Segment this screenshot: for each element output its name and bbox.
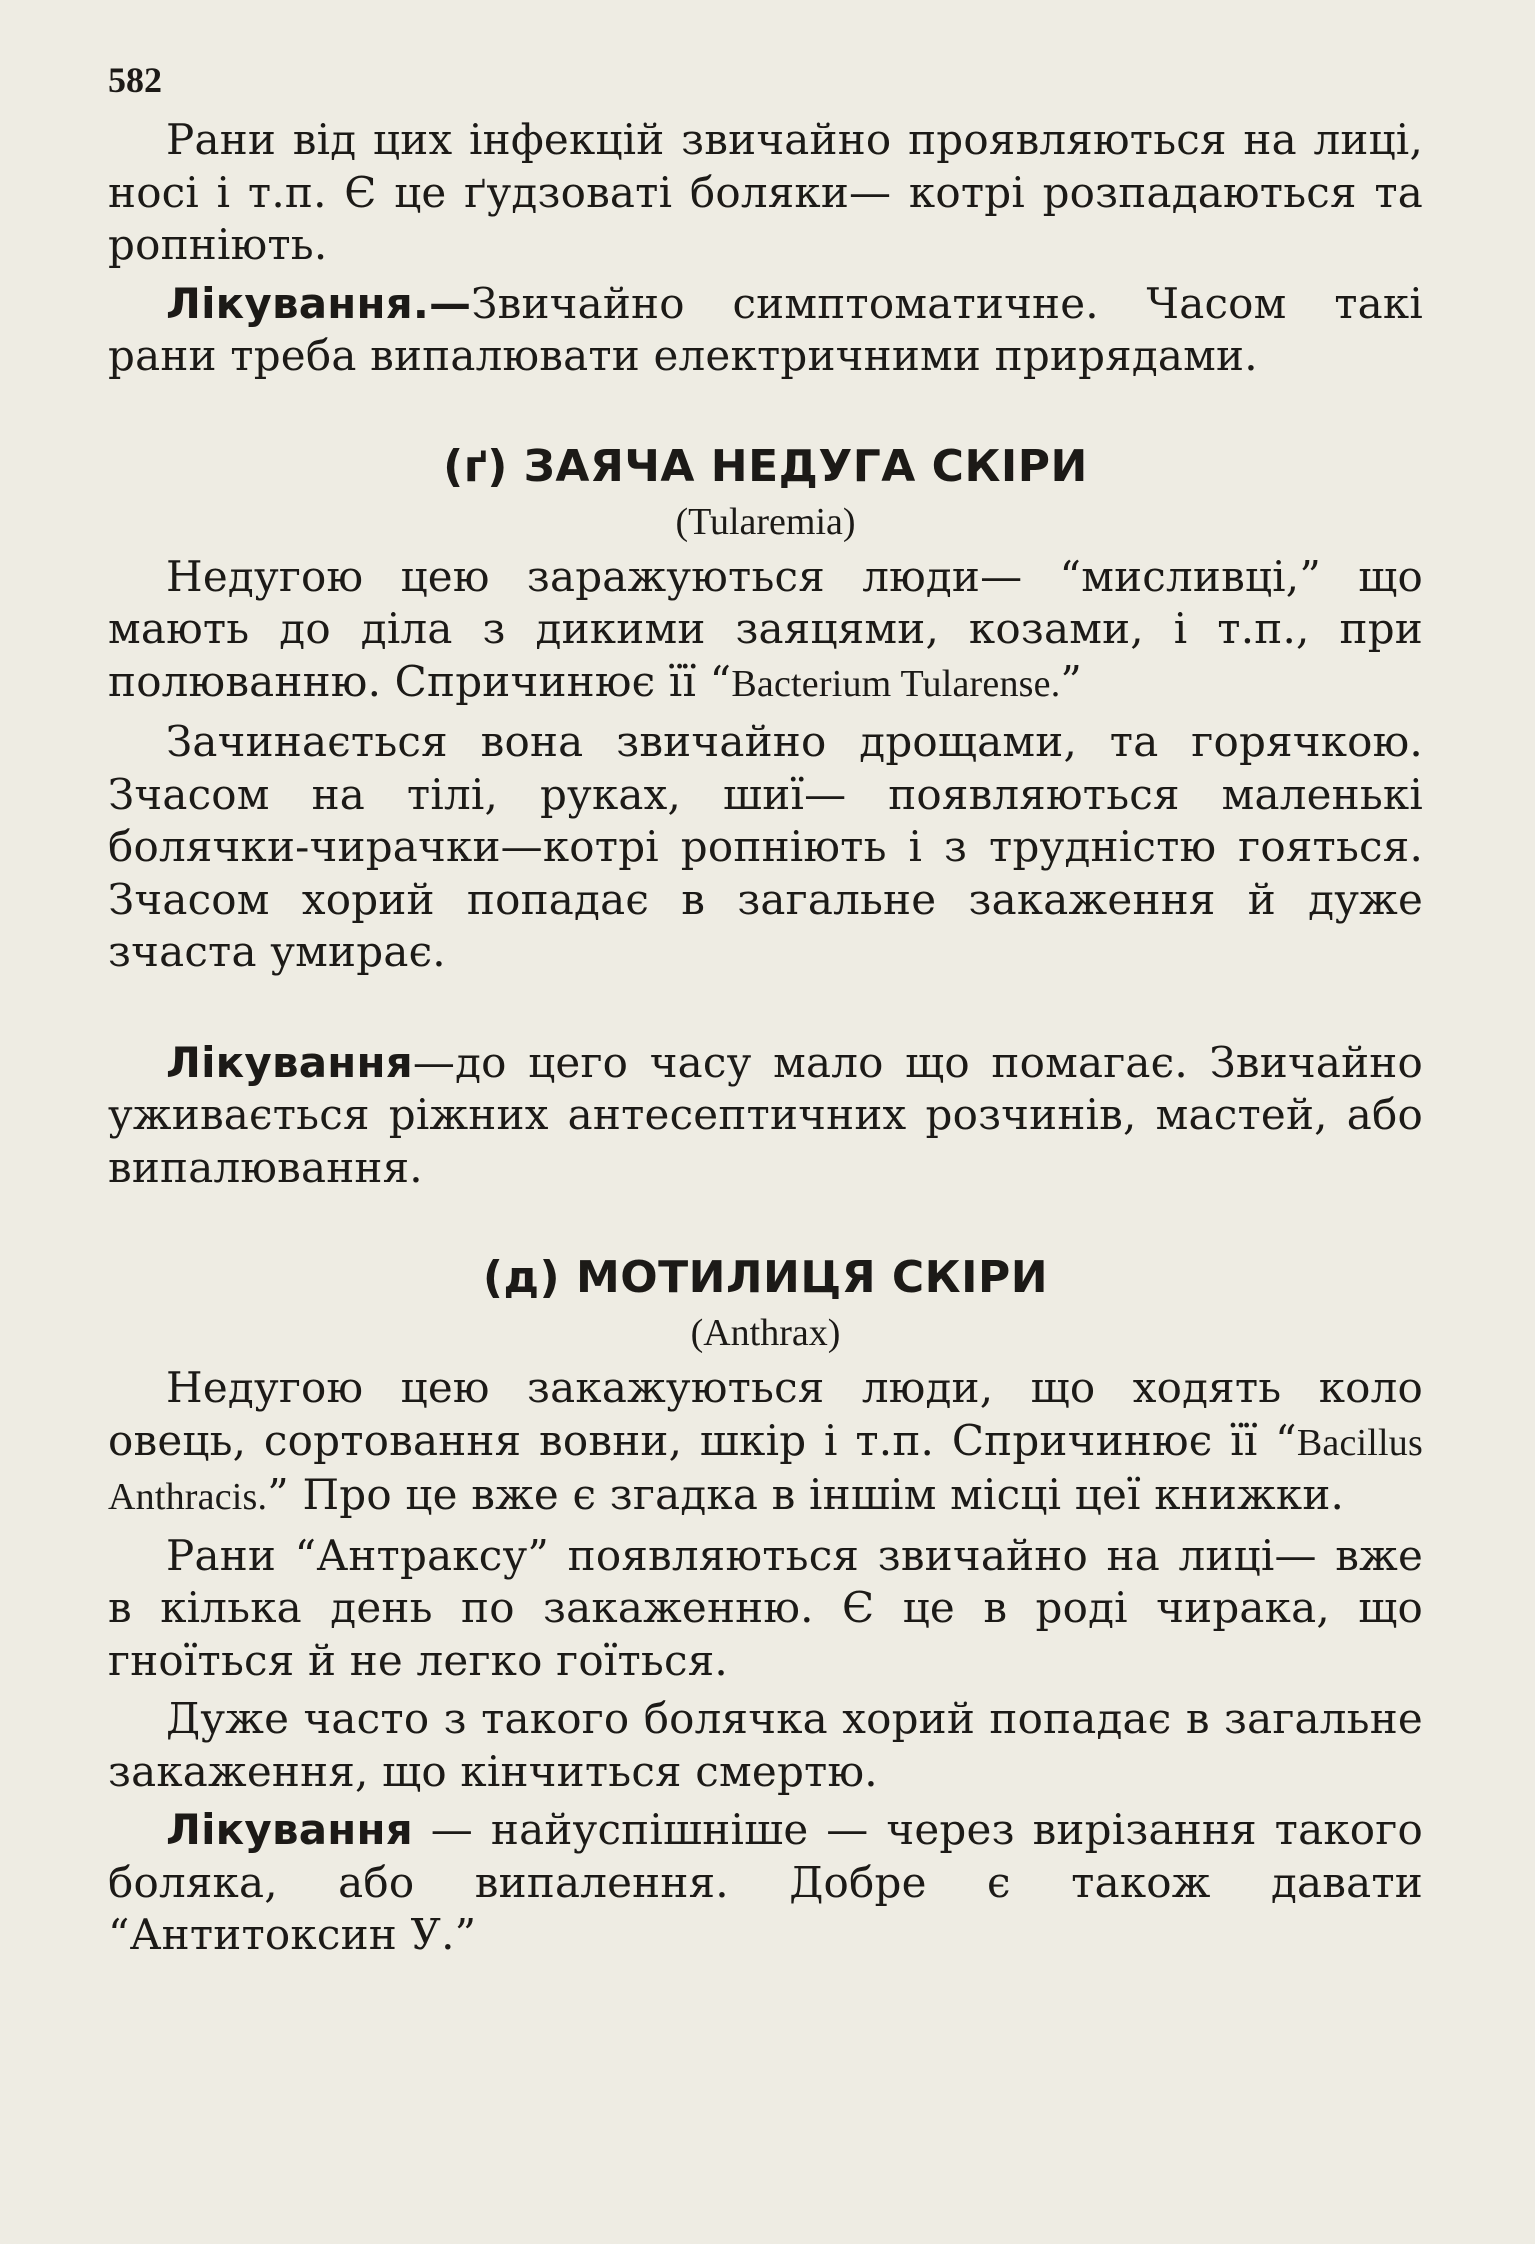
page-number: 582 <box>108 60 162 100</box>
section-g-paragraph-1-end: ” <box>1060 656 1083 706</box>
intro-paragraph-2 <box>108 278 1423 383</box>
section-g-paragraph-3 <box>108 1037 1423 1195</box>
section-d-paragraph-1-text: Недугою цею закажуються люди, що ходять коло овець, сортовання вовни, шкір і т.п. Спричинює її “ <box>108 1363 1423 1465</box>
section-g-latin-name: Bacterium Tularense. <box>731 662 1061 705</box>
section-d-title: (д) МОТИЛИЦЯ СКІРИ <box>482 1252 1049 1303</box>
intro-paragraph-1: Рани від цих інфекцій звичайно проявляються на лиці, носі і т.п. Є це ґудзоваті боляки— котрі розпадаються та ропніють. <box>108 115 1423 269</box>
section-g-treatment-text: —до цего часу мало що помагає. Звичайно уживається ріжних антесептичних розчинів, мастей, або випалювання. <box>108 1037 1423 1192</box>
section-g-paragraph-1 <box>108 551 1423 711</box>
section-d-treatment-text: — найуспішніше — через вирізання такого боляка, або випалення. Добре є також давати “Антитоксин У.” <box>108 1805 1423 1959</box>
treatment-label: Лікування.— <box>166 278 472 328</box>
section-g-paragraph-2: Зачинається вона звичайно дрощами, та горячкою. Зчасом на тілі, руках, шиї— появляються маленькі болячки-чирачки—котрі ропніють і з трудністю гояться. Зчасом хорий попадає в загальне закаження й дуже зчаста умирає. <box>108 717 1423 976</box>
section-d-paragraph-4 <box>108 1804 1423 1962</box>
section-d-paragraph-3: Дуже часто з такого болячка хорий попадає в загальне закаження, що кінчиться смертю. <box>108 1694 1423 1796</box>
section-d-paragraph-1 <box>108 1362 1423 1524</box>
section-d-subtitle: (Anthrax) <box>690 1312 841 1354</box>
section-d-paragraph-2: Рани “Антраксу” появляються звичайно на лиці— вже в кілька день по закаженню. Є це в роді чирака, що гноїться й не легко гоїться. <box>108 1530 1423 1685</box>
section-g-paragraph-1-text: Недугою цею заражуються люди— “мисливці,” що мають до діла з дикими заяцями, козами, і т.п., при полюванню. Спричинює її “ <box>108 551 1423 706</box>
section-d-treatment-label: Лікування <box>166 1805 413 1854</box>
section-d-paragraph-1-end: ” Про це вже є згадка в іншім місці цеї книжки. <box>267 1470 1345 1519</box>
section-d-latin-name: Bacillus Anthracis. <box>108 1421 1423 1518</box>
section-g-subtitle: (Tularemia) <box>675 500 856 543</box>
treatment-text: Звичайно симптоматичне. Часом такі рани треба випалювати електричними прирядами. <box>108 278 1423 380</box>
section-g-title: (ґ) ЗАЯЧА НЕДУГА СКІРИ <box>443 440 1088 492</box>
section-g-treatment-label: Лікування <box>166 1037 413 1087</box>
